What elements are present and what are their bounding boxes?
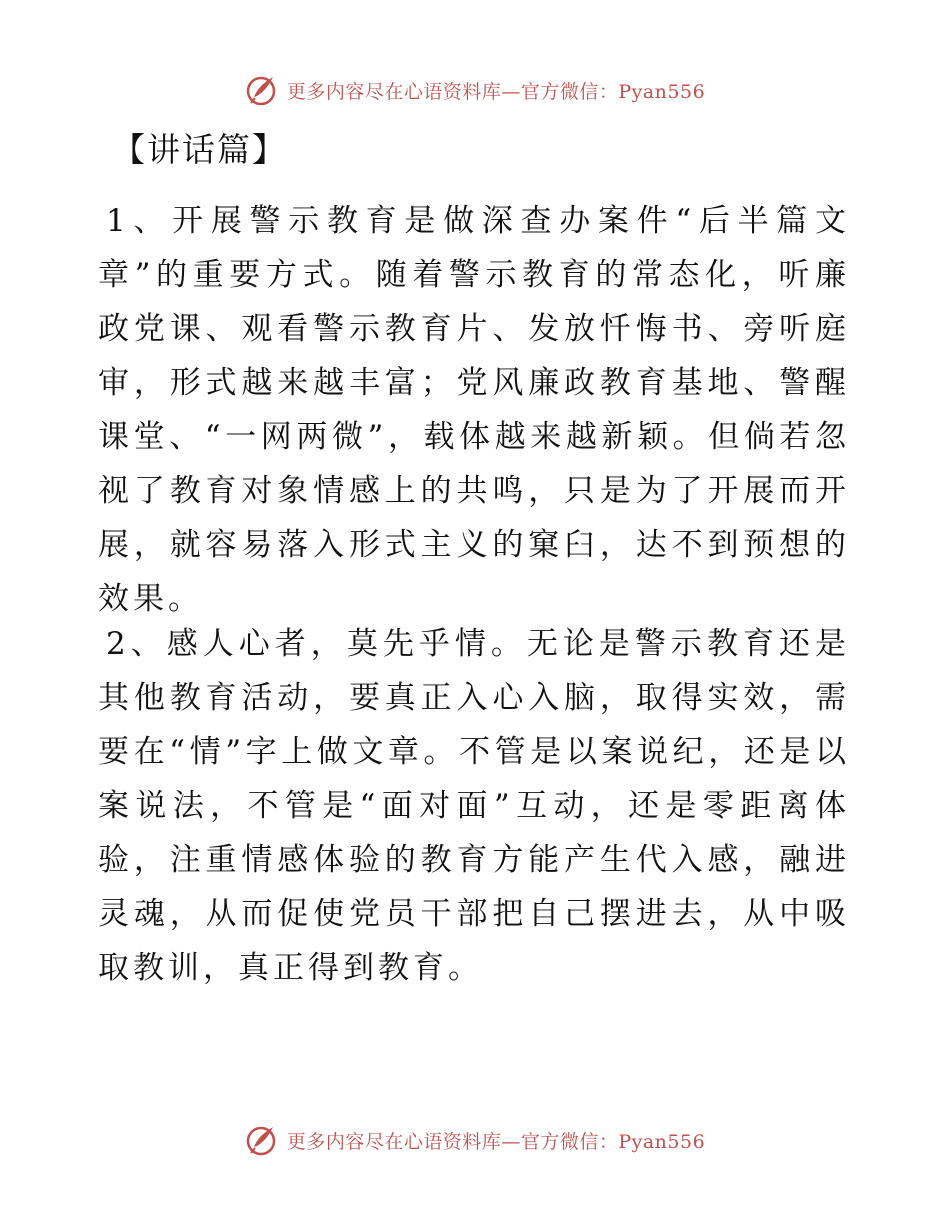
paragraph-2: 2、感人心者，莫先乎情。无论是警示教育还是其他教育活动，要真正入心入脑，取得实效，需要在“情”字上做文章。不管是以案说纪，还是以案说法，不管是“面对面”互动，还是零距离体验，注重情感体验的教育方能产生代入感，融进灵魂，从而促使党员干部把自己摆进去，从中吸取教训，真正得到教育。 — [98, 626, 850, 986]
section-heading: 【讲话篇】 — [112, 130, 287, 169]
quill-logo-icon — [245, 73, 279, 107]
watermark-text: 更多内容尽在心语资料库—官方微信：Pyan556 — [286, 1130, 706, 1153]
footer-watermark — [0, 1120, 950, 1160]
paragraph-1: 1、开展警示教育是做深查办案件“后半篇文章”的重要方式。随着警示教育的常态化，听廉政党课、观看警示教育片、发放忏悔书、旁听庭审，形式越来越丰富；党风廉政教育基地、警醒课堂、“一网两微”，载体越来越新颖。但倘若忽视了教育对象情感上的共鸣，只是为了开展而开展，就容易落入形式主义的窠臼，达不到预想的效果。 — [98, 203, 850, 617]
watermark-text: 更多内容尽在心语资料库—官方微信：Pyan556 — [286, 80, 706, 103]
quill-logo-icon — [245, 1123, 279, 1157]
header-watermark — [0, 70, 950, 110]
